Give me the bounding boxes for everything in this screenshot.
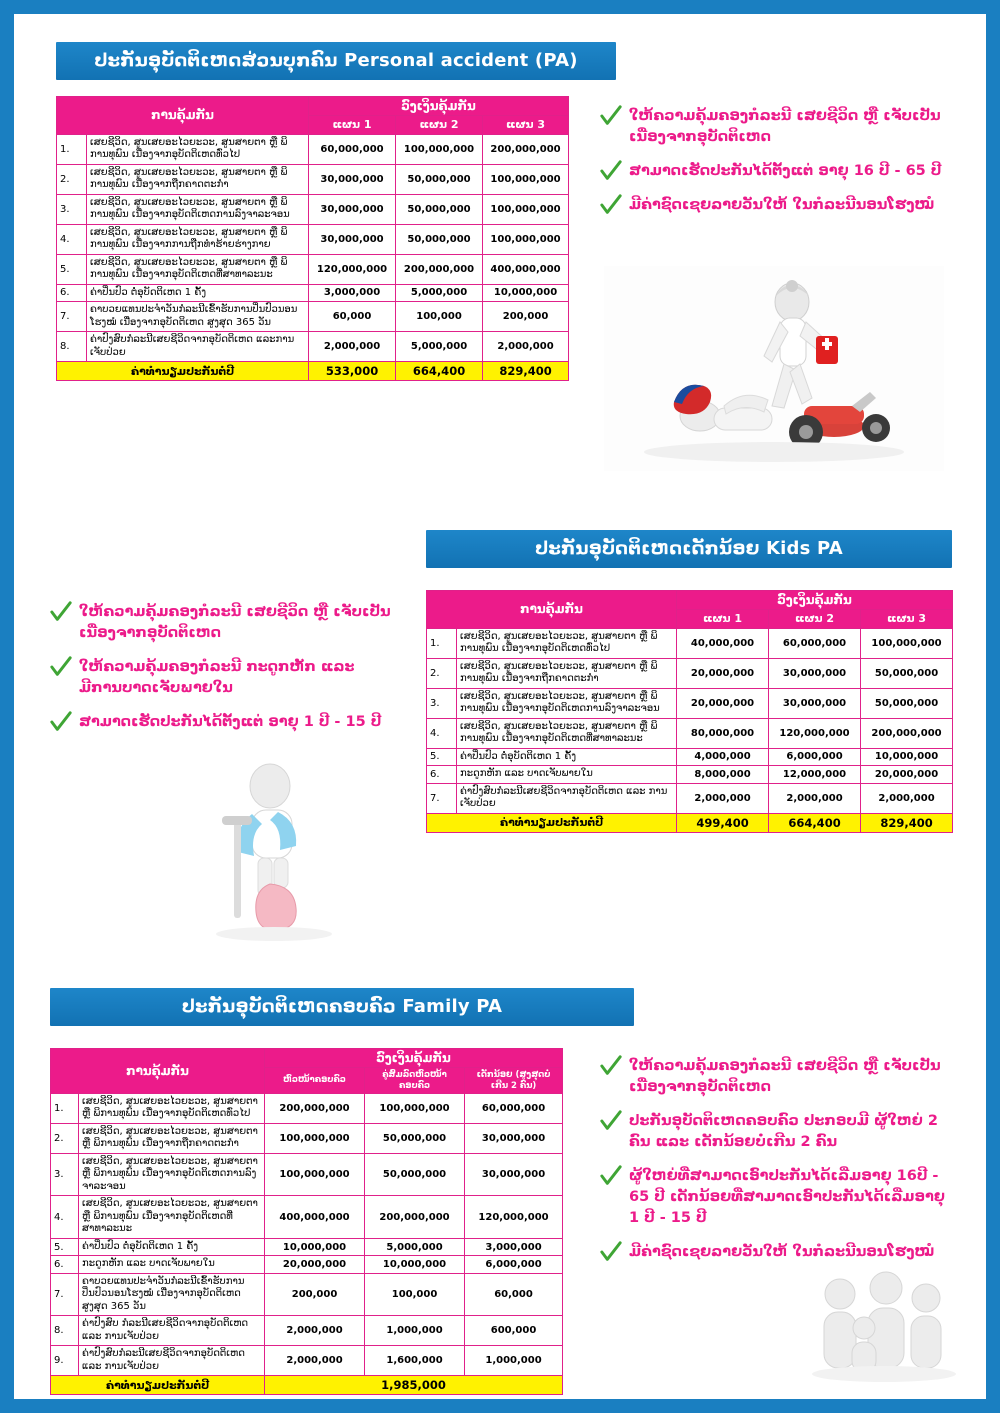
row-description: ຄ່າປິ່ນປົວ ຕໍ່ອຸບັດຕິເຫດ 1 ຄັ້ງ [79, 1238, 265, 1256]
row-value: 120,000,000 [309, 254, 396, 284]
row-value: 120,000,000 [769, 718, 861, 748]
table-row [427, 628, 953, 658]
row-description: ເສຍຊີວິດ, ສູນເສຍອະໄວຍະວະ, ສູນສາຍຕາ ຫຼື ພິການທຸພົນ ເນື່ອງຈາກອຸບັດຕິເຫດທົ່ວໄປ [457, 628, 677, 658]
row-value: 200,000,000 [396, 254, 483, 284]
row-description: ເສຍຊີວິດ, ສູນເສຍອະໄວຍະວະ, ສູນສາຍຕາ ຫຼື ພິການທຸພົນ ເນື່ອງຈາກການຖືກທຳຮ້າຍຮ່າງກາຍ [87, 224, 309, 254]
th-plan1-kids: ແຜນ 1 [677, 610, 769, 628]
row-description: ເສຍຊີວິດ, ສູນເສຍອະໄວຍະວະ, ສູນສາຍຕາ ຫຼື ພິການທຸພົນ ເນື່ອງຈາກອຸບັດຕິເຫດການລົງຈາລະຈອນ [79, 1153, 265, 1196]
row-description: ຄ່າປິ່ນປົວ ຕໍ່ອຸບັດຕິເຫດ 1 ຄັ້ງ [87, 284, 309, 302]
bullet-text: ສາມາດເຮັດປະກັນໄດ້ຕັ້ງແຕ່ ອາຍຸ 1 ປີ - 15 ປີ [79, 714, 382, 731]
table-row [427, 658, 953, 688]
row-value: 200,000,000 [365, 1196, 465, 1239]
row-value: 4,000,000 [677, 748, 769, 766]
section-banner-pa [56, 42, 616, 80]
total-label: ຄ່າທຳນຽມປະກັນຕໍ່ປີ [57, 362, 309, 381]
table-total-row [51, 1376, 563, 1395]
bullet-text: ຜູ້ໃຫຍ່ທີ່ສາມາດເອົາປະກັນໄດ້ເລີ່ມອາຍຸ 16ປີ - 65 ປີ ເດັກນ້ອຍທີ່ສາມາດເອົາປະກັນໄດ້ເລີ່ມອາຍຸ 1 ປີ - 15 ປີ [629, 1168, 945, 1227]
row-number: 4. [57, 224, 87, 254]
row-value: 12,000,000 [769, 766, 861, 784]
row-description: ເສຍຊີວິດ, ສູນເສຍອະໄວຍະວະ, ສູນສາຍຕາ ຫຼື ພິການທຸພົນ ເນື່ອງຈາກຖືກຄາດຕະກຳ [457, 658, 677, 688]
row-value: 600,000 [465, 1316, 563, 1346]
table-row [57, 134, 569, 164]
row-description: ເສຍຊີວິດ, ສູນເສຍອະໄວຍະວະ, ສູນສາຍຕາ ຫຼື ພິການທຸພົນ ເນື່ອງຈາກຖືກຄາດຕະກຳ [79, 1123, 265, 1153]
row-value: 120,000,000 [465, 1196, 563, 1239]
row-value: 20,000,000 [265, 1256, 365, 1274]
row-value: 30,000,000 [309, 224, 396, 254]
row-value: 400,000,000 [483, 254, 569, 284]
total-value: 533,000 [309, 362, 396, 381]
row-value: 50,000,000 [396, 164, 483, 194]
row-value: 50,000,000 [396, 224, 483, 254]
section-banner-kids [426, 530, 952, 568]
row-number: 3. [427, 688, 457, 718]
table-total-row [57, 362, 569, 381]
row-value: 60,000,000 [465, 1093, 563, 1123]
row-number: 5. [57, 254, 87, 284]
row-value: 20,000,000 [677, 688, 769, 718]
row-value: 200,000,000 [265, 1093, 365, 1123]
table-row [51, 1123, 563, 1153]
row-value: 2,000,000 [483, 332, 569, 362]
check-icon [600, 105, 622, 127]
row-description: ຄາບວຍແທນປະຈຳວັນກໍລະນີເຂົ້າຮັບການປິ່ນປົວນອນໂຮງໝໍ ເນື່ອງຈາກອຸບັດຕິເຫດ ສູງສຸດ 365 ວັນ [79, 1273, 265, 1316]
row-value: 3,000,000 [465, 1238, 563, 1256]
table-row [51, 1196, 563, 1239]
row-number: 2. [57, 164, 87, 194]
row-value: 10,000,000 [483, 284, 569, 302]
row-value: 100,000,000 [396, 134, 483, 164]
table-total-row [427, 813, 953, 832]
row-description: ຄ່າປົງສົບກໍລະນີເສຍຊີວິດຈາກອຸບັດຕິເຫດ ແລະ ການເຈັບປ່ວຍ [79, 1346, 265, 1376]
check-icon [600, 160, 622, 182]
bullets-family [600, 1056, 956, 1276]
row-value: 1,600,000 [365, 1346, 465, 1376]
table-row [427, 718, 953, 748]
table-row [51, 1153, 563, 1196]
bullet-item [600, 106, 952, 148]
row-number: 6. [51, 1256, 79, 1274]
row-number: 2. [427, 658, 457, 688]
table-row [51, 1238, 563, 1256]
row-value: 30,000,000 [309, 164, 396, 194]
total-label: ຄ່າທຳນຽມປະກັນຕໍ່ປີ [427, 813, 677, 832]
row-value: 30,000,000 [769, 658, 861, 688]
bullet-text: ສາມາດເຮັດປະກັນໄດ້ຕັ້ງແຕ່ ອາຍຸ 16 ປີ - 65 ປີ [629, 163, 942, 180]
row-value: 50,000,000 [365, 1123, 465, 1153]
row-value: 60,000 [465, 1273, 563, 1316]
row-value: 10,000,000 [265, 1238, 365, 1256]
row-value: 200,000,000 [861, 718, 953, 748]
th-sum-kids: ວົງເງິນຄຸ້ມກັນ [677, 591, 953, 610]
table-family [50, 1048, 563, 1395]
row-description: ກະດູກຫັກ ແລະ ບາດເຈັບພາຍໃນ [457, 766, 677, 784]
row-value: 20,000,000 [861, 766, 953, 784]
bullet-text: ໃຫ້ຄວາມຄຸ້ມຄອງກໍລະນີ ເສຍຊີວິດ ຫຼື ເຈັບເປັນ ເນື່ອງຈາກອຸບັດຕິເຫດ [79, 604, 391, 642]
table-row [427, 688, 953, 718]
th-coverage-family: ການຄຸ້ມກັນ [51, 1049, 265, 1094]
row-value: 40,000,000 [677, 628, 769, 658]
bullet-text: ປະກັນອຸບັດຕິເຫດຄອບຄົວ ປະກອບມີ ຜູ້ໃຫຍ່ 2 ຄົນ ແລະ ເດັກນ້ອຍບໍ່ເກີນ 2 ຄົນ [629, 1113, 938, 1151]
th-plan2-kids: ແຜນ 2 [769, 610, 861, 628]
row-value: 60,000,000 [769, 628, 861, 658]
bullets-kids [50, 602, 400, 746]
row-description: ເສຍຊີວິດ, ສູນເສຍອະໄວຍະວະ, ສູນສາຍຕາ ຫຼື ພິການທຸພົນ ເນື່ອງຈາກຖືກຄາດຕະກຳ [87, 164, 309, 194]
illustration-injured-child [174, 754, 374, 944]
th-plan3-pa: ແຜນ 3 [483, 116, 569, 134]
bullet-text: ມີຄ່າຊົດເຊຍລາຍວັນໃຫ້ ໃນກໍລະນີນອນໂຮງໝໍ [629, 1244, 935, 1261]
bullet-item [600, 195, 952, 216]
check-icon [50, 711, 72, 733]
row-value: 30,000,000 [309, 194, 396, 224]
row-value: 200,000,000 [483, 134, 569, 164]
row-value: 100,000,000 [483, 224, 569, 254]
row-description: ເສຍຊີວິດ, ສູນເສຍອະໄວຍະວະ, ສູນສາຍຕາ ຫຼື ພິການທຸພົນ ເນື່ອງຈາກອຸບັດຕິເຫດທີ່ສາທາລະນະ [79, 1196, 265, 1239]
check-icon [600, 1241, 622, 1263]
table-row [57, 332, 569, 362]
row-value: 100,000,000 [483, 194, 569, 224]
row-description: ເສຍຊີວິດ, ສູນເສຍອະໄວຍະວະ, ສູນສາຍຕາ ຫຼື ພິການທຸພົນ ເນື່ອງຈາກອຸບັດຕິເຫດການລົງຈາລະຈອນ [457, 688, 677, 718]
row-value: 100,000 [396, 302, 483, 332]
row-number: 6. [57, 284, 87, 302]
section-title-pa: ປະກັນອຸບັດຕິເຫດສ່ວນບຸກຄົນ Personal accident (PA) [94, 50, 578, 71]
total-value: 1,985,000 [265, 1376, 563, 1395]
row-value: 200,000 [483, 302, 569, 332]
row-value: 6,000,000 [769, 748, 861, 766]
table-row [57, 164, 569, 194]
th-plan3-kids: ແຜນ 3 [861, 610, 953, 628]
bullet-item [50, 712, 400, 733]
row-value: 200,000 [265, 1273, 365, 1316]
row-number: 5. [427, 748, 457, 766]
bullet-text: ໃຫ້ຄວາມຄຸ້ມຄອງກໍລະນີ ເສຍຊີວິດ ຫຼື ເຈັບເປັນ ເນື່ອງຈາກອຸບັດຕິເຫດ [629, 1058, 941, 1096]
th-sum-pa: ວົງເງິນຄຸ້ມກັນ [309, 97, 569, 116]
document-page [14, 14, 986, 1399]
row-number: 8. [51, 1316, 79, 1346]
table-row [51, 1346, 563, 1376]
table-row [57, 194, 569, 224]
row-value: 1,000,000 [465, 1346, 563, 1376]
row-number: 9. [51, 1346, 79, 1376]
th-coverage-pa: ການຄຸ້ມກັນ [57, 97, 309, 135]
row-value: 60,000,000 [309, 134, 396, 164]
row-number: 3. [51, 1153, 79, 1196]
row-value: 2,000,000 [309, 332, 396, 362]
row-value: 50,000,000 [365, 1153, 465, 1196]
row-number: 6. [427, 766, 457, 784]
row-value: 2,000,000 [265, 1346, 365, 1376]
row-value: 6,000,000 [465, 1256, 563, 1274]
row-value: 20,000,000 [677, 658, 769, 688]
bullet-text: ມີຄ່າຊົດເຊຍລາຍວັນໃຫ້ ໃນກໍລະນີນອນໂຮງໝໍ [629, 197, 935, 214]
row-description: ຄ່າປິ່ນປົວ ຕໍ່ອຸບັດຕິເຫດ 1 ຄັ້ງ [457, 748, 677, 766]
row-value: 2,000,000 [677, 783, 769, 813]
th-plan1-pa: ແຜນ 1 [309, 116, 396, 134]
row-description: ກະດູກຫັກ ແລະ ບາດເຈັບພາຍໃນ [79, 1256, 265, 1274]
th-coverage-kids: ການຄຸ້ມກັນ [427, 591, 677, 629]
row-number: 3. [57, 194, 87, 224]
row-value: 100,000,000 [365, 1093, 465, 1123]
row-value: 3,000,000 [309, 284, 396, 302]
table-row [427, 766, 953, 784]
row-number: 1. [427, 628, 457, 658]
row-value: 100,000,000 [861, 628, 953, 658]
bullet-text: ໃຫ້ຄວາມຄຸ້ມຄອງກໍລະນີ ກະດູກຫັກ ແລະ ມີການບາດເຈັບພາຍໃນ [79, 659, 355, 697]
row-description: ເສຍຊີວິດ, ສູນເສຍອະໄວຍະວະ, ສູນສາຍຕາ ຫຼື ພິການທຸພົນ ເນື່ອງຈາກອຸບັດຕິເຫດທົ່ວໄປ [79, 1093, 265, 1123]
row-value: 2,000,000 [265, 1316, 365, 1346]
check-icon [600, 1055, 622, 1077]
total-value: 664,400 [769, 813, 861, 832]
th-spouse: ຄູ່ສົມລົດຫົວໜ້າຄອບຄົວ [365, 1068, 465, 1093]
total-value: 829,400 [483, 362, 569, 381]
table-row [51, 1273, 563, 1316]
row-value: 10,000,000 [861, 748, 953, 766]
row-value: 80,000,000 [677, 718, 769, 748]
row-value: 100,000,000 [265, 1153, 365, 1196]
bullet-text: ໃຫ້ຄວາມຄຸ້ມຄອງກໍລະນີ ເສຍຊີວິດ ຫຼື ເຈັບເປັນ ເນື່ອງຈາກອຸບັດຕິເຫດ [629, 108, 941, 146]
row-number: 4. [427, 718, 457, 748]
table-row [57, 284, 569, 302]
row-value: 5,000,000 [365, 1238, 465, 1256]
row-description: ເສຍຊີວິດ, ສູນເສຍອະໄວຍະວະ, ສູນສາຍຕາ ຫຼື ພິການທຸພົນ ເນື່ອງຈາກອຸບັດຕິເຫດການລົງຈາລະຈອນ [87, 194, 309, 224]
section-title-family: ປະກັນອຸບັດຕິເຫດຄອບຄົວ Family PA [181, 996, 503, 1017]
row-number: 7. [51, 1273, 79, 1316]
check-icon [50, 601, 72, 623]
row-number: 1. [51, 1093, 79, 1123]
row-value: 2,000,000 [769, 783, 861, 813]
row-number: 8. [57, 332, 87, 362]
bullet-item [600, 1111, 956, 1153]
row-value: 5,000,000 [396, 332, 483, 362]
table-row [51, 1256, 563, 1274]
total-value: 664,400 [396, 362, 483, 381]
check-icon [600, 1165, 622, 1187]
row-description: ຄ່າປົງສົບກໍລະນີເສຍຊີວິດຈາກອຸບັດຕິເຫດ ແລະ ການເຈັບປ່ວຍ [457, 783, 677, 813]
table-row [57, 224, 569, 254]
th-plan2-pa: ແຜນ 2 [396, 116, 483, 134]
row-value: 10,000,000 [365, 1256, 465, 1274]
row-number: 1. [57, 134, 87, 164]
row-number: 4. [51, 1196, 79, 1239]
row-value: 60,000 [309, 302, 396, 332]
check-icon [600, 194, 622, 216]
row-value: 30,000,000 [769, 688, 861, 718]
bullet-item [600, 1056, 956, 1098]
row-number: 2. [51, 1123, 79, 1153]
table-kids [426, 590, 953, 833]
row-description: ເສຍຊີວິດ, ສູນເສຍອະໄວຍະວະ, ສູນສາຍຕາ ຫຼື ພິການທຸພົນ ເນື່ອງຈາກອຸບັດຕິເຫດທີ່ສາທາລະນະ [87, 254, 309, 284]
bullet-item [600, 1242, 956, 1263]
table-row [427, 783, 953, 813]
row-description: ຄ່າປົງສົບກໍລະນີເສຍຊີວິດຈາກອຸບັດຕິເຫດ ແລະການເຈັບປ່ວຍ [87, 332, 309, 362]
total-label: ຄ່າທຳນຽມປະກັນຕໍ່ປີ [51, 1376, 265, 1395]
row-value: 50,000,000 [861, 658, 953, 688]
table-row [51, 1093, 563, 1123]
th-children: ເດັກນ້ອຍ (ສູງສຸດບໍ່ເກີນ 2 ຄົນ) [465, 1068, 563, 1093]
th-sum-family: ວົງເງິນຄຸ້ມກັນ [265, 1049, 563, 1068]
check-icon [50, 656, 72, 678]
table-pa [56, 96, 569, 381]
bullet-item [50, 657, 400, 699]
total-value: 829,400 [861, 813, 953, 832]
bullet-item [600, 1166, 956, 1229]
row-description: ເສຍຊີວິດ, ສູນເສຍອະໄວຍະວະ, ສູນສາຍຕາ ຫຼື ພິການທຸພົນ ເນື່ອງຈາກອຸບັດຕິເຫດທີ່ສາທາລະນະ [457, 718, 677, 748]
row-description: ຄ່າປົງສົບ ກໍລະນີເສຍຊີວິດຈາກອຸບັດຕິເຫດ ແລະ ການເຈັບປ່ວຍ [79, 1316, 265, 1346]
row-description: ຄາບວຍແທນປະຈຳວັນກໍລະນີເຂົ້າຮັບການປິ່ນປົວນອນໂຮງໝໍ ເນື່ອງຈາກອຸບັດຕິເຫດ ສູງສຸດ 365 ວັນ [87, 302, 309, 332]
table-row [427, 748, 953, 766]
row-value: 8,000,000 [677, 766, 769, 784]
row-value: 400,000,000 [265, 1196, 365, 1239]
table-row [57, 254, 569, 284]
row-value: 2,000,000 [861, 783, 953, 813]
th-head-of-family: ຫົວໜ້າຄອບຄົວ [265, 1068, 365, 1093]
bullet-item [50, 602, 400, 644]
row-value: 30,000,000 [465, 1153, 563, 1196]
row-value: 100,000,000 [265, 1123, 365, 1153]
row-number: 5. [51, 1238, 79, 1256]
row-value: 1,000,000 [365, 1316, 465, 1346]
row-value: 30,000,000 [465, 1123, 563, 1153]
bullets-pa [600, 106, 952, 229]
row-value: 50,000,000 [861, 688, 953, 718]
total-value: 499,400 [677, 813, 769, 832]
section-title-kids: ປະກັນອຸບັດຕິເຫດເດັກນ້ອຍ Kids PA [535, 538, 843, 559]
illustration-family [804, 1266, 964, 1386]
row-number: 7. [57, 302, 87, 332]
row-description: ເສຍຊີວິດ, ສູນເສຍອະໄວຍະວະ, ສູນສາຍຕາ ຫຼື ພິການທຸພົນ ເນື່ອງຈາກອຸບັດຕິເຫດທົ່ວໄປ [87, 134, 309, 164]
check-icon [600, 1110, 622, 1132]
row-value: 5,000,000 [396, 284, 483, 302]
bullet-item [600, 161, 952, 182]
illustration-accident [604, 266, 944, 471]
table-row [57, 302, 569, 332]
row-value: 100,000 [365, 1273, 465, 1316]
row-value: 50,000,000 [396, 194, 483, 224]
table-row [51, 1316, 563, 1346]
row-value: 100,000,000 [483, 164, 569, 194]
row-number: 7. [427, 783, 457, 813]
section-banner-family [50, 988, 634, 1026]
